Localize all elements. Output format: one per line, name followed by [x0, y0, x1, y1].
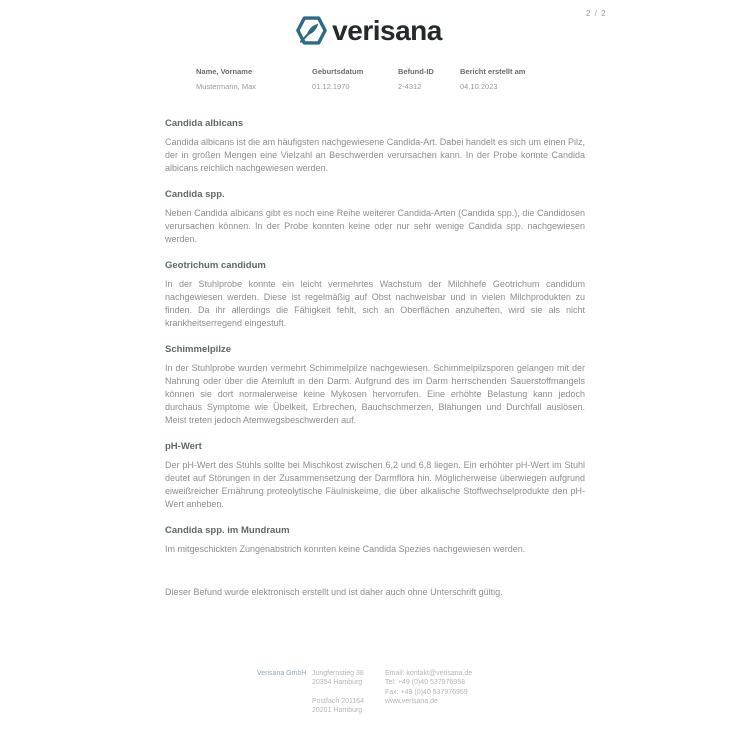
footer-fax: Fax: +49 (0)40 537976959 — [385, 688, 468, 696]
field-label: Befund-ID — [398, 67, 434, 76]
section-heading: Candida spp. im Mundraum — [165, 525, 290, 536]
section-ph-wert — [165, 441, 585, 511]
electronic-validity-note: Dieser Befund wurde elektronisch erstellt und ist daher auch ohne Unterschrift gültig. — [165, 587, 503, 597]
field-value: 2-4312 — [398, 82, 422, 91]
verisana-logo — [0, 15, 738, 46]
field-label: Name, Vorname — [196, 67, 253, 76]
footer-website: www.verisana.de — [385, 697, 438, 705]
section-heading: Schimmelpilze — [165, 344, 231, 355]
footer-company: Verisana GmbH — [257, 670, 307, 677]
footer-address-gap — [312, 688, 385, 697]
section-paragraph: Der pH-Wert des Stuhls sollte bei Mischkost zwischen 6,2 und 6,8 liegen. Ein erhöhter pH-Wert im Stuhl deutet auf Störungen in der Zusammensetzung der Darmflora hin. Möglicherweise überwiegen aufgrund eiweißreicher Ernährung proteolytische Fäulniskeime, die über alkalische Stoffwechselprodukte den pH-Wert anheben. — [165, 460, 585, 509]
footer — [257, 669, 545, 715]
section-paragraph: In der Stuhlprobe wurden vermehrt Schimmelpilze nachgewiesen. Schimmelpilzsporen gelangen mit der Nahrung oder über die Atemluft in den Darm. Aufgrund des im Darm herrschenden Sauerstoffmangels können sie dort normalerweise keine Mykosen hervorrufen. Eine erhöhte Belastung kann jedoch durchaus Symptome wie Übelkeit, Erbrechen, Bauchschmerzen, Blähungen und Durchfall auslösen. Meist treten jedoch Atemwegsbeschwerden auf. — [165, 363, 585, 425]
section-paragraph: Candida albicans ist die am häufigsten nachgewiesene Candida-Art. Dabei handelt es sich um einen Pilz, der in großen Mengen eine Vielzahl an Beschwerden verursachen kann. In der Probe konnte Candida albicans reichlich nachgewiesen werden. — [165, 137, 585, 173]
field-value: Mustermann, Max — [196, 82, 257, 91]
section-candida-spp — [165, 189, 585, 246]
patient-field-name — [196, 67, 312, 91]
patient-field-birthdate — [312, 67, 398, 91]
section-candida-albicans — [165, 118, 585, 175]
hexagon-leaf-icon — [296, 15, 327, 46]
patient-field-report-id — [398, 67, 460, 91]
section-paragraph: Neben Candida albicans gibt es noch eine Reihe weiterer Candida-Arten (Candida spp.), die Candidosen verursachen können. In der Probe konnten keine oder nur sehr wenige Candida spp. nachgewiesen werden. — [165, 208, 585, 244]
footer-tel: Tel: +49 (0)40 537976958 — [385, 679, 465, 687]
footer-address — [312, 669, 385, 715]
footer-street: Jungfernstieg 38 — [312, 670, 364, 677]
section-heading: Geotrichum candidum — [165, 260, 266, 271]
field-value: 04.10.2023 — [460, 82, 498, 91]
footer-postbox: Postfach 201164 — [312, 697, 365, 705]
footer-email: Email: kontakt@verisana.de — [385, 670, 473, 677]
footer-postbox-city: 20201 Hamburg — [312, 707, 363, 715]
footer-contact — [385, 669, 545, 706]
brand-wordmark: verisana — [332, 15, 442, 46]
section-heading: pH-Wert — [165, 441, 202, 452]
section-candida-mundraum — [165, 525, 585, 556]
section-heading: Candida albicans — [165, 118, 244, 129]
field-label: Bericht erstellt am — [460, 67, 526, 76]
patient-info-row — [196, 67, 608, 91]
section-paragraph: In der Stuhlprobe konnte ein leicht vermehrtes Wachstum der Milchhefe Geotrichum candidum nachgewiesen werden. Diese ist regelmäßig auf Obst nachweisbar und in vielen Milchprodukten zu finden. Da ihr allerdings die Fähigkeit fehlt, sich an Oberflächen anzuheften, wird sie als nicht krankheitserregend eingestuft. — [165, 279, 585, 328]
footer-city: 20354 Hamburg — [312, 679, 363, 687]
section-schimmelpilze — [165, 344, 585, 427]
field-value: 01.12.1970 — [312, 82, 350, 91]
field-label: Geburtsdatum — [312, 67, 364, 76]
section-paragraph: Im mitgeschickten Zungenabstrich konnten keine Candida Spezies nachgewiesen werden. — [165, 544, 526, 554]
report-body — [165, 112, 585, 599]
section-heading: Candida spp. — [165, 189, 225, 200]
page-indicator: 2 / 2 — [586, 9, 607, 18]
patient-field-report-date — [460, 67, 608, 91]
section-geotrichum-candidum — [165, 260, 585, 330]
